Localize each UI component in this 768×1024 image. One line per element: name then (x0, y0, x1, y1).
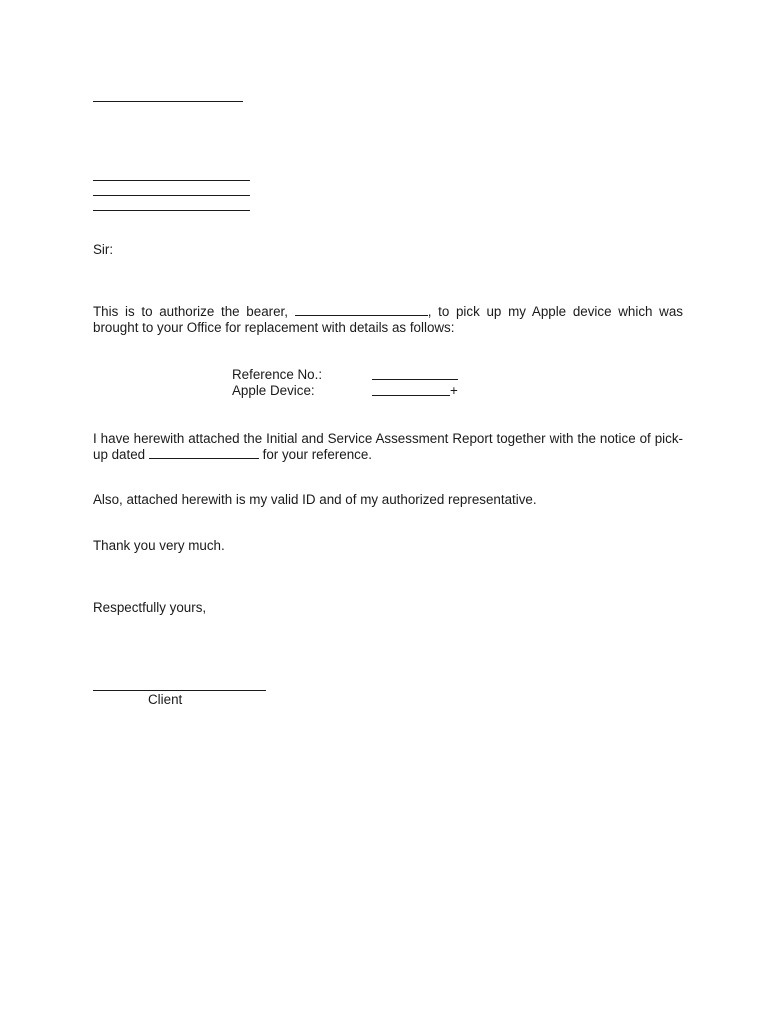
authorization-text-end: , to pick up my Apple device which was brought to your Office for replacement with details as follows: (93, 304, 683, 335)
attachment-text-end: for your reference. (262, 446, 373, 462)
authorization-text-start: This is to authorize the bearer, (93, 304, 288, 319)
date-blank[interactable] (93, 101, 243, 102)
recipient-line-3-blank[interactable] (93, 210, 250, 211)
id-note: Also, attached herewith is my valid ID and of my authorized representative. (93, 492, 537, 507)
signatory-title: Client (148, 692, 183, 707)
closing-line: Respectfully yours, (93, 600, 207, 615)
attachment-text-start: I have herewith attached the Initial and Service Assessment Report together with the notice of pick-up dated (93, 431, 683, 462)
reference-number-blank[interactable] (372, 379, 458, 380)
apple-device-suffix: + (450, 383, 458, 398)
reference-number-label: Reference No.: (232, 367, 323, 382)
salutation: Sir: (93, 242, 114, 257)
recipient-line-2-blank[interactable] (93, 195, 250, 196)
authorization-paragraph (93, 304, 683, 335)
apple-device-label: Apple Device: (232, 383, 315, 398)
recipient-line-1-blank[interactable] (93, 180, 250, 181)
attachment-paragraph (93, 431, 683, 462)
apple-device-blank[interactable] (372, 395, 450, 396)
signature-blank[interactable] (93, 690, 266, 691)
pickup-date-blank[interactable] (149, 447, 259, 459)
thanks-line: Thank you very much. (93, 538, 225, 553)
bearer-name-blank[interactable] (295, 304, 428, 316)
